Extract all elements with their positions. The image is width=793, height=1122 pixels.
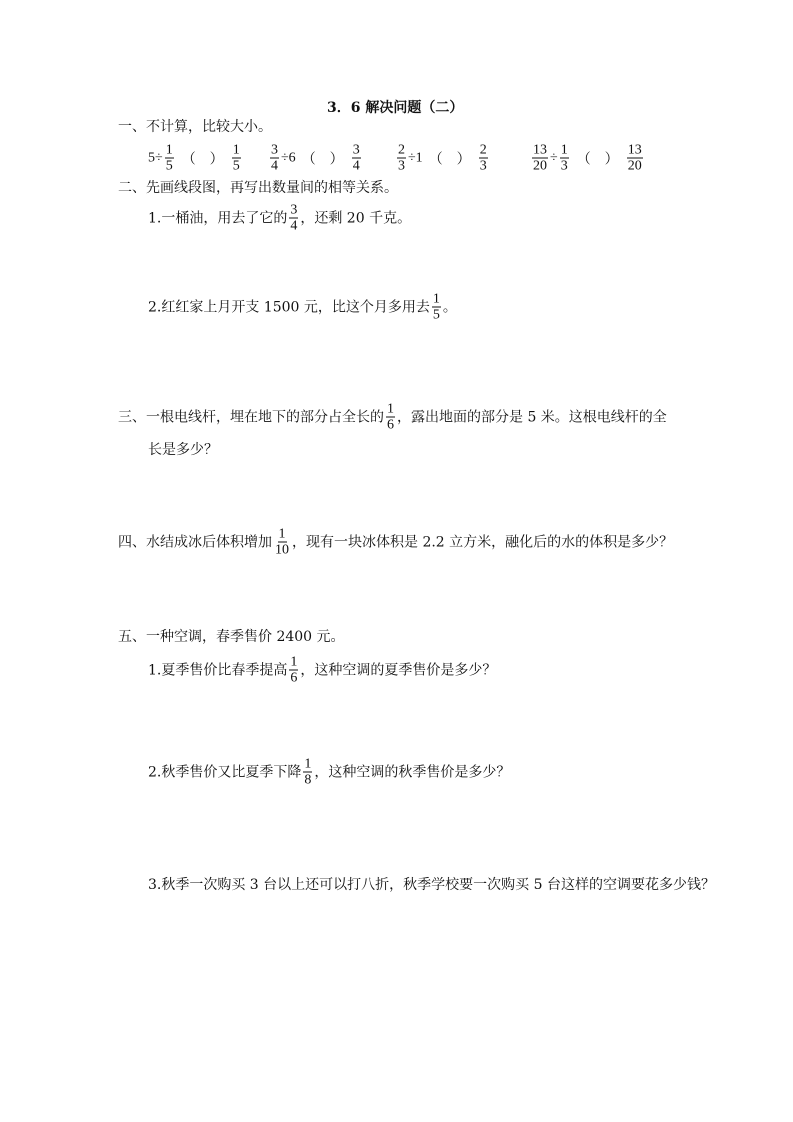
fraction (479, 143, 488, 174)
fraction-denominator: 4 (271, 158, 278, 174)
fraction-denominator: 6 (290, 670, 298, 686)
fraction-denominator: 5 (232, 158, 240, 174)
q5-3 (148, 875, 715, 895)
fraction-numerator: 3 (271, 142, 278, 158)
text: 三、一根电线杆，埋在地下的部分占全长的 (118, 409, 384, 425)
fraction-denominator: 10 (275, 542, 289, 558)
fraction-numerator: 1 (304, 756, 312, 772)
answer-blank: （ ） (576, 152, 619, 167)
text: ÷1 (408, 150, 423, 165)
fraction-numerator: 1 (560, 142, 568, 158)
fraction-numerator: 13 (533, 142, 547, 158)
fraction-numerator: 1 (290, 654, 298, 670)
text: 五、一种空调，春季售价 2400 元。 (118, 629, 345, 645)
fraction-denominator: 5 (165, 158, 173, 174)
fraction-numerator: 1 (232, 142, 240, 158)
fraction-numerator: 1 (387, 401, 394, 417)
text: ÷6 (281, 150, 296, 165)
text: ，还剩 20 千克。 (300, 210, 412, 226)
text: 一、不计算，比较大小。 (118, 119, 272, 135)
q5-1 (148, 655, 496, 686)
fraction-numerator: 3 (352, 142, 360, 158)
section-4 (118, 527, 673, 558)
fraction-numerator: 13 (627, 142, 642, 158)
fraction-numerator: 1 (278, 526, 286, 542)
fraction (560, 143, 569, 174)
text: 二、先画线段图，再写出数量间的相等关系。 (118, 180, 398, 196)
text: 1.夏季售价比春季提高 (148, 662, 288, 678)
fraction (432, 292, 441, 323)
fraction (289, 655, 298, 686)
section-3-cont (148, 440, 218, 460)
q2-1 (148, 203, 411, 234)
comparison-item (148, 143, 243, 174)
fraction-denominator: 3 (398, 158, 405, 174)
fraction-denominator: 4 (352, 158, 360, 174)
text: ，这种空调的夏季售价是多少？ (300, 662, 497, 678)
fraction-numerator: 2 (398, 142, 405, 158)
fraction (303, 757, 312, 788)
section-5-heading (118, 627, 345, 647)
q2-2 (148, 292, 457, 323)
text: ，这种空调的秋季售价是多少？ (314, 764, 511, 780)
text: ，现有一块冰体积是 2.2 立方米，融化后的水的体积是多少？ (292, 534, 674, 550)
q5-2 (148, 757, 510, 788)
section-3 (118, 402, 667, 433)
fraction (165, 143, 174, 174)
fraction-numerator: 1 (432, 291, 440, 307)
text: 1.一桶油，用去了它的 (148, 210, 288, 226)
text: 2.红红家上月开支 1500 元，比这个月多用去 (148, 299, 430, 315)
fraction (397, 143, 406, 174)
fraction-denominator: 20 (533, 158, 547, 174)
fraction-denominator: 4 (290, 218, 298, 234)
text: ÷ (550, 150, 558, 165)
text: 3.秋季一次购买 3 台以上还可以打八折，秋季学校要一次购买 5 台这样的空调要花多少钱？ (148, 877, 715, 893)
fraction (232, 143, 241, 174)
fraction-denominator: 3 (560, 158, 568, 174)
comparison-item (268, 143, 363, 174)
fraction-numerator: 2 (479, 142, 487, 158)
fraction (352, 143, 361, 174)
section-1-heading (118, 117, 272, 137)
text: 长是多少？ (148, 442, 218, 458)
text: 。 (442, 299, 457, 315)
fraction-numerator: 1 (165, 142, 173, 158)
text: 2.秋季售价又比夏季下降 (148, 764, 302, 780)
fraction-numerator: 3 (290, 202, 298, 218)
fraction-denominator: 20 (627, 158, 642, 174)
comparison-item (395, 143, 490, 174)
fraction (289, 203, 298, 234)
fraction-denominator: 8 (304, 772, 312, 788)
text: ，露出地面的部分是 5 米。这根电线杆的全 (397, 409, 667, 425)
answer-blank: （ ） (301, 152, 344, 167)
fraction (386, 402, 395, 433)
text: 四、水结成冰后体积增加 (118, 534, 272, 550)
fraction-denominator: 3 (479, 158, 487, 174)
fraction-denominator: 6 (387, 417, 394, 433)
answer-blank: （ ） (181, 152, 224, 167)
comparison-item (530, 143, 645, 174)
fraction (627, 143, 643, 174)
answer-blank: （ ） (428, 152, 471, 167)
fraction (532, 143, 548, 174)
section-2-heading (118, 178, 398, 198)
page-title: 3．6 解决问题（二） (327, 100, 464, 116)
text: 5÷ (148, 150, 163, 165)
fraction (274, 527, 290, 558)
fraction-denominator: 5 (432, 307, 440, 323)
fraction (270, 143, 279, 174)
